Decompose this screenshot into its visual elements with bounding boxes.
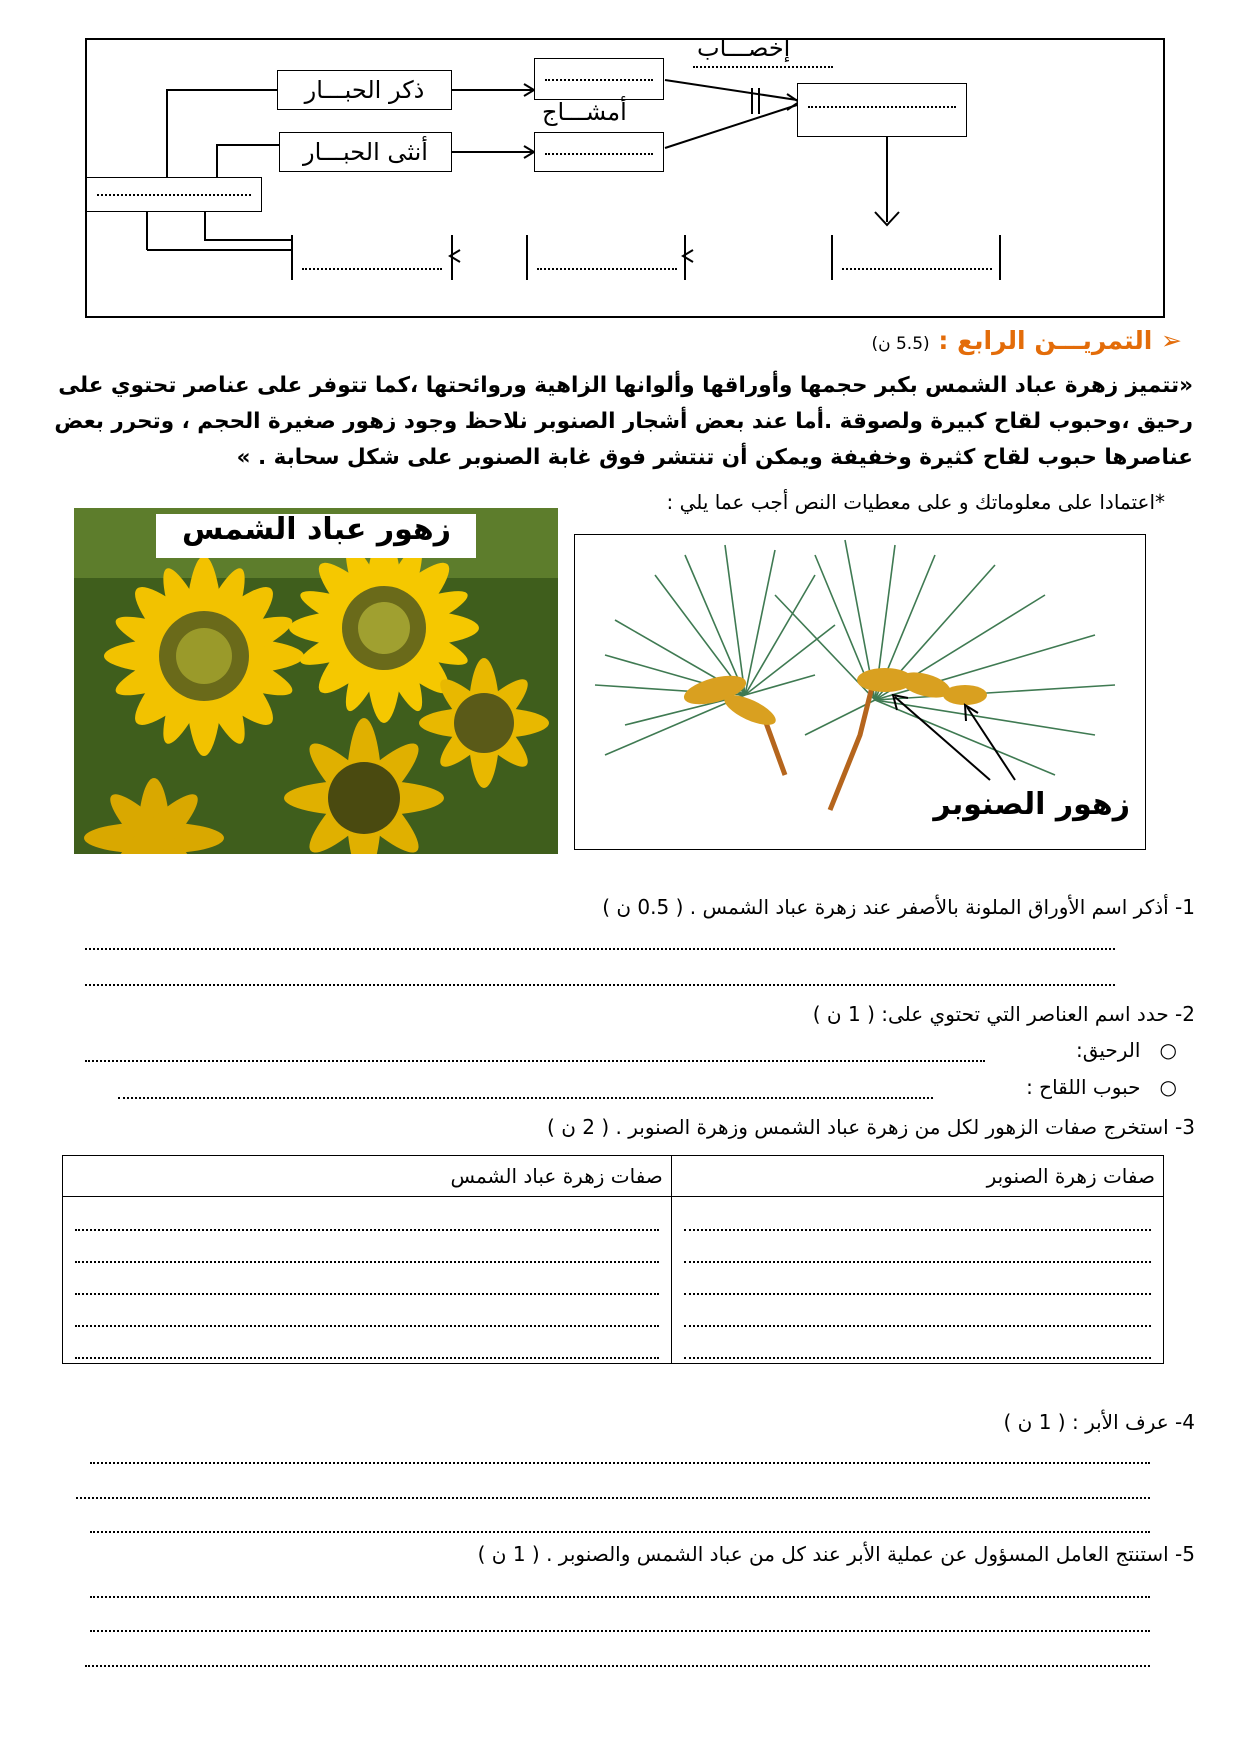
answer-line-5c[interactable] — [85, 1665, 1150, 1667]
question-3: 3- استخرج صفات الزهور لكل من زهرة عباد الشمس وزهرة الصنوبر . ( 2 ن ) — [547, 1115, 1195, 1139]
zygote-box — [797, 83, 967, 137]
answer-line-1b[interactable] — [85, 984, 1115, 986]
pine-needles — [595, 540, 1115, 775]
male-label: ذكر الحبـــار — [304, 76, 425, 104]
traits-table — [62, 1155, 1164, 1364]
answer-line-nectar[interactable] — [85, 1060, 985, 1062]
answer-line-4c[interactable] — [90, 1531, 1150, 1533]
pine-photo — [574, 534, 1146, 850]
answer-line-5a[interactable] — [90, 1596, 1150, 1598]
bullet-nectar — [1076, 1038, 1177, 1062]
question-5: 5- استنتج العامل المسؤول عن عملية الأبر عند كل من عباد الشمس والصنوبر . ( 1 ن ) — [477, 1542, 1195, 1566]
male-box — [277, 70, 452, 110]
exercise-title-text: التمريـــن الرابع : — [938, 326, 1153, 355]
header-sunflower-traits: صفات زهرة عباد الشمس — [63, 1156, 672, 1197]
female-gamete-box — [534, 132, 664, 172]
question-4: 4- عرف الأبر : ( 1 ن ) — [1003, 1410, 1195, 1434]
fertilization-label: إخصـــاب — [697, 34, 791, 62]
instruction-text: *اعتمادا على معلوماتك و على معطيات النص أجب عما يلي : — [666, 490, 1165, 514]
sunflower-traits-cell[interactable] — [63, 1197, 672, 1364]
question-1: 1- أذكر اسم الأوراق الملونة بالأصفر عند زهرة عباد الشمس . ( 0.5 ن ) — [602, 895, 1195, 919]
fertilization-dots — [693, 66, 833, 68]
pine-caption: زهور الصنوبر — [933, 787, 1130, 822]
pine-flowers — [681, 668, 987, 731]
exercise-title — [871, 326, 1182, 355]
answer-line-1a[interactable] — [85, 948, 1115, 950]
answer-line-5b[interactable] — [90, 1630, 1150, 1632]
nectar-label: الرحيق: — [1075, 1038, 1141, 1062]
stage-dots-3 — [842, 268, 992, 270]
bullet-pollen — [1026, 1075, 1177, 1099]
male-gamete-box — [534, 58, 664, 100]
pollen-label: حبوب اللقاح : — [1026, 1075, 1141, 1099]
answer-line-pollen[interactable] — [118, 1097, 933, 1099]
stage-dots-2 — [537, 268, 677, 270]
gametes-label: أمشـــاج — [542, 98, 627, 126]
sunflower-photo — [74, 508, 558, 854]
exercise-points: (5.5 ن) — [871, 334, 930, 354]
adult-box — [87, 177, 262, 212]
answer-line-4a[interactable] — [90, 1462, 1150, 1464]
pine-traits-cell[interactable] — [671, 1197, 1163, 1364]
stage-dots-1 — [302, 268, 442, 270]
passage-text: «تتميز زهرة عباد الشمس بكبر حجمها وأوراقها وألوانها الزاهية وروائحتها ،كما تتوفر على عناصر تحتوي على رحيق ،وحبوب لقاح كبيرة ولصوقة .أما عند بعض أشجار الصنوبر نلاحظ وجود زهور صغيرة الحجم ، وتحرر بعض عناصرها حبوب لقاح كثيرة وخفيفة ويمكن أن تنتشر فوق غابة الصنوبر على شكل سحابة . » — [54, 373, 1193, 470]
pointer-arrows — [893, 695, 1015, 780]
life-cycle-diagram — [85, 34, 1165, 318]
female-label: أنثى الحبـــار — [303, 138, 428, 166]
female-box — [279, 132, 452, 172]
sunflower-drawing — [74, 508, 558, 854]
circle-bullet-icon: ○ — [1159, 1075, 1177, 1099]
question-2: 2- حدد اسم العناصر التي تحتوي على: ( 1 ن ) — [812, 1002, 1195, 1026]
answer-line-4b[interactable] — [76, 1497, 1150, 1499]
arrow-bullet-icon: ➢ — [1161, 326, 1182, 355]
circle-bullet-icon: ○ — [1159, 1038, 1177, 1062]
header-pine-traits: صفات زهرة الصنوبر — [671, 1156, 1163, 1197]
sunflower-caption: زهور عباد الشمس — [181, 512, 452, 547]
